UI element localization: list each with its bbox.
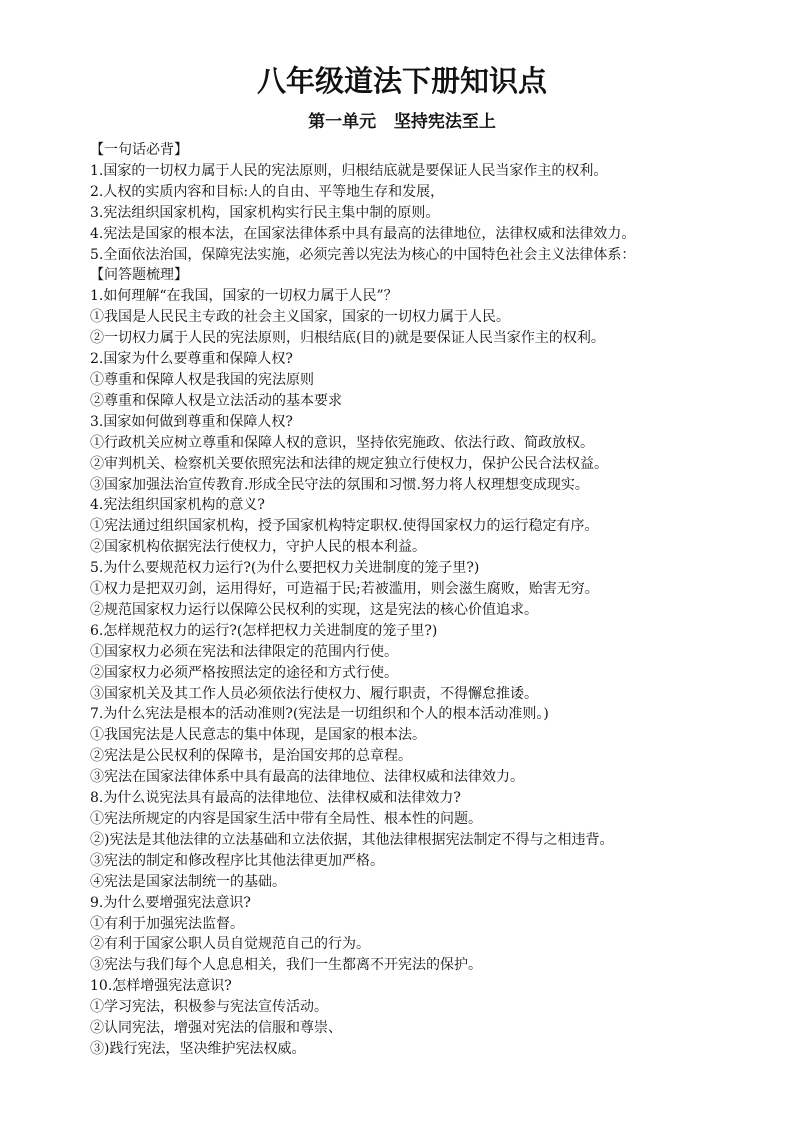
text-line: 3.宪法组织国家机构，国家机构实行民主集中制的原则。 bbox=[90, 204, 440, 221]
text-line: 1.如何理解“在我国，国家的一切权力属于人民”？ bbox=[90, 288, 398, 305]
text-line: 5.为什么要规范权力运行?(为什么要把权力关进制度的笼子里?) bbox=[90, 560, 480, 577]
text-line: ②审判机关、检察机关要依照宪法和法律的规定独立行使权力，保护公民合法权益。 bbox=[90, 455, 608, 472]
text-line: ①学习宪法，积极参与宪法宣传活动。 bbox=[90, 999, 328, 1016]
text-line: ②规范国家权力运行以保障公民权利的实现，这是宪法的核心价值追求。 bbox=[90, 601, 538, 618]
text-line: 3.国家如何做到尊重和保障人权? bbox=[90, 413, 293, 430]
text-line: ①权力是把双刃剑，运用得好，可造福于民;若被滥用，则会滋生腐败，贻害无穷。 bbox=[90, 581, 599, 598]
text-line: ①我国宪法是人民意志的集中体现，是国家的根本法。 bbox=[90, 727, 426, 744]
text-line: ②国家机构依据宪法行使权力，守护人民的根本利益。 bbox=[90, 539, 426, 556]
text-line: 4.宪法是国家的根本法，在国家法律体系中具有最高的法律地位，法律权威和法律效力。 bbox=[90, 225, 636, 242]
page-title: 八年级道法下册知识点 bbox=[256, 64, 547, 98]
text-line: 2.国家为什么要尊重和保障人权? bbox=[90, 351, 293, 368]
text-line: 1.国家的一切权力属于人民的宪法原则，归根结底就是要保证人民当家作主的权利。 bbox=[90, 162, 608, 179]
text-line: ④宪法是国家法制统一的基础。 bbox=[90, 873, 286, 890]
text-line: ①行政机关应树立尊重和保障人权的意识，坚持依宪施政、依法行政、简政放权。 bbox=[90, 434, 594, 451]
text-line: ③)践行宪法，坚决维护宪法权威。 bbox=[90, 1040, 306, 1057]
section-heading: 【问答题梳理】 bbox=[90, 267, 188, 284]
text-line: 6.怎样规范权力的运行?(怎样把权力关进制度的笼子里?) bbox=[90, 622, 438, 639]
text-line: 5.全面依法治国，保障宪法实施，必须完善以宪法为核心的中国特色社会主义法律体系： bbox=[90, 246, 636, 263]
text-line: ②尊重和保障人权是立法活动的基本要求 bbox=[90, 392, 342, 409]
text-line: 4.宪法组织国家机构的意义? bbox=[90, 497, 265, 514]
text-line: ①我国是人民民主专政的社会主义国家，国家的一切权力属于人民。 bbox=[90, 309, 510, 326]
text-line: ①有利于加强宪法监督。 bbox=[90, 915, 244, 932]
text-line: ②国家权力必须严格按照法定的途径和方式行使。 bbox=[90, 664, 398, 681]
text-line: ③宪法与我们每个人息息相关，我们一生都离不开宪法的保护。 bbox=[90, 957, 482, 974]
text-line: ②有利于国家公职人员自觉规范自己的行为。 bbox=[90, 936, 370, 953]
text-line: ②宪法是公民权利的保障书，是治国安邦的总章程。 bbox=[90, 748, 412, 765]
text-line: ③国家加强法治宣传教育.形成全民守法的氛围和习惯.努力将人权理想变成现实。 bbox=[90, 476, 589, 493]
text-line: 7.为什么宪法是根本的活动准则?(宪法是一切组织和个人的根本活动准则。) bbox=[90, 706, 549, 723]
text-line: ②认同宪法，增强对宪法的信服和尊崇、 bbox=[90, 1020, 342, 1037]
text-line: ②)宪法是其他法律的立法基础和立法依据，其他法律根据宪法制定不得与之相违背。 bbox=[90, 831, 614, 848]
text-line: ③宪法在国家法律体系中具有最高的法律地位、法律权威和法律效力。 bbox=[90, 769, 524, 786]
text-line: ③宪法的制定和修改程序比其他法律更加严格。 bbox=[90, 852, 384, 869]
text-line: 2.人权的实质内容和目标:人的自由、平等地生存和发展， bbox=[90, 183, 445, 200]
section-1 bbox=[90, 265, 754, 1059]
text-line: ①宪法所规定的内容是国家生活中带有全局性、根本性的问题。 bbox=[90, 811, 482, 827]
text-line: ①国家权力必须在宪法和法律限定的范围内行使。 bbox=[90, 643, 398, 660]
section-heading: 【一句话必背】 bbox=[90, 142, 188, 158]
unit-subtitle: 第一单元 坚持宪法至上 bbox=[308, 112, 496, 132]
text-line: 9.为什么要增强宪法意识? bbox=[90, 894, 251, 911]
text-line: 8.为什么说宪法具有最高的法律地位、法律权威和法律效力? bbox=[90, 790, 461, 807]
text-line: ②一切权力属于人民的宪法原则，归根结底(目的)就是要保证人民当家作主的权利。 bbox=[90, 330, 605, 347]
text-line: 10.怎样增强宪法意识? bbox=[90, 978, 232, 995]
text-line: ③国家机关及其工作人员必须依法行使权力、履行职责，不得懈怠推诿。 bbox=[90, 685, 538, 702]
document-body bbox=[90, 140, 754, 1060]
text-line: ①宪法通过组织国家机构，授予国家机构特定职权.使得国家权力的运行稳定有序。 bbox=[90, 518, 599, 535]
section-0 bbox=[90, 140, 754, 265]
text-line: ①尊重和保障人权是我国的宪法原则 bbox=[90, 371, 314, 388]
